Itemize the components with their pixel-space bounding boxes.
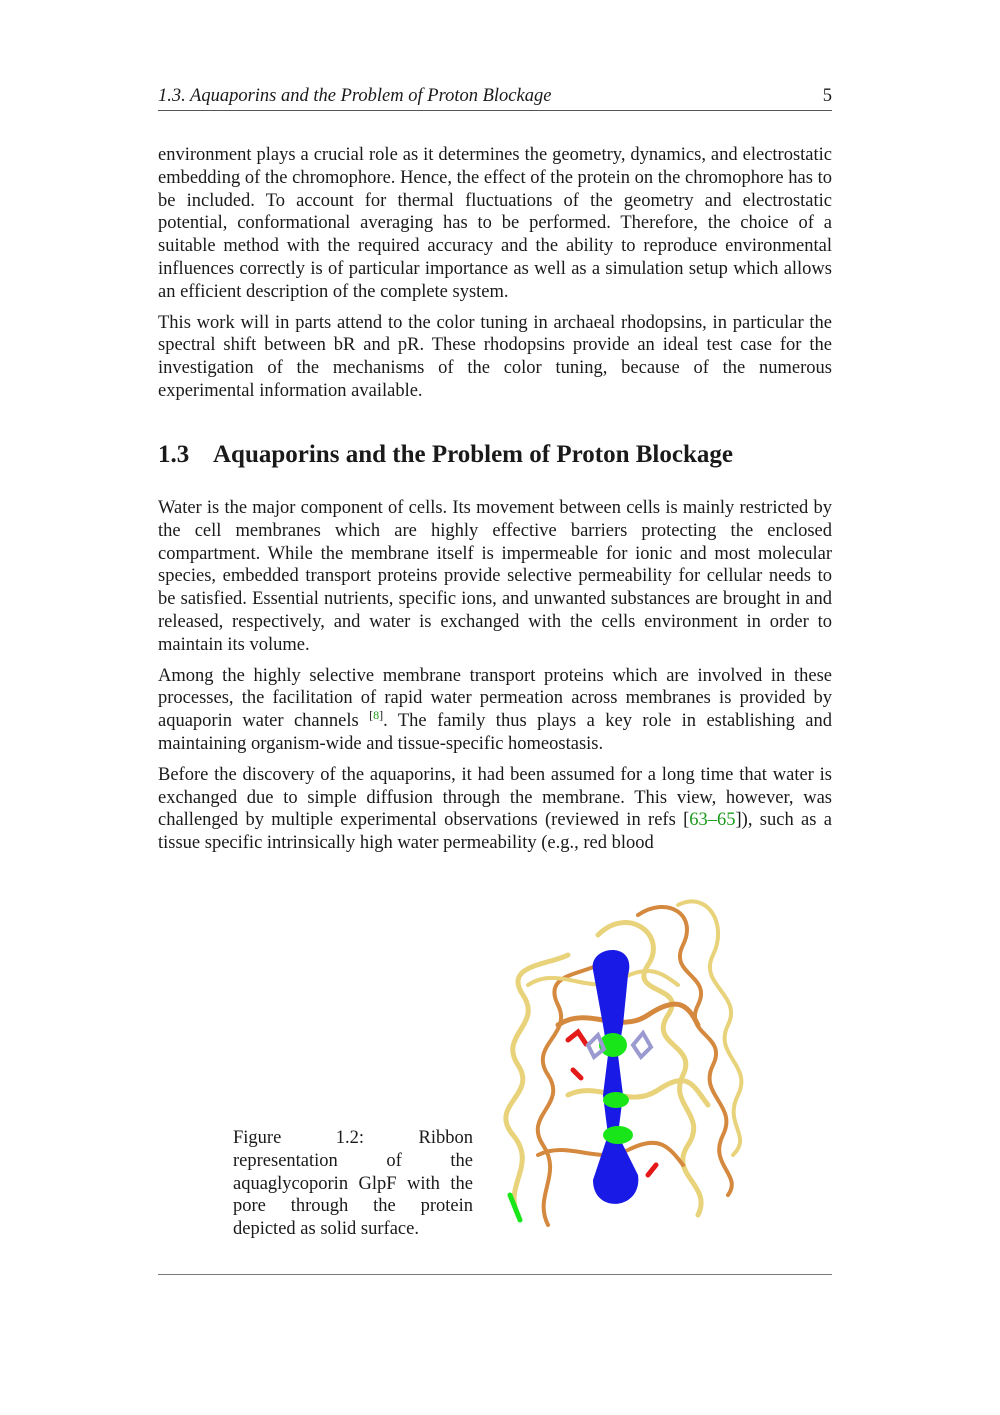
paragraph xyxy=(158,764,832,855)
citation-bracket: [ xyxy=(369,708,374,723)
citation xyxy=(369,708,383,722)
paragraph: environment plays a crucial role as it determines the geometry, dynamics, and electrostatic embedding of the chromophore. Hence, the effect of the protein on the chromophore has to be included. To account for thermal fluctuations of the geometry and electrostatic potential, conformational averaging has to be performed. Therefore, the choice of a suitable method with the required accuracy and the ability to reproduce environmental influences correctly is of particular importance as well as a simulation setup which allows an efficient description of the complete system. xyxy=(158,145,832,302)
citation-link-65[interactable]: 65 xyxy=(717,810,736,831)
section-text xyxy=(158,497,832,863)
paragraph xyxy=(158,665,832,756)
citation-link-8[interactable]: 8 xyxy=(373,708,380,723)
page-number: 5 xyxy=(822,86,832,106)
protein-ribbon-illustration xyxy=(498,895,758,1235)
running-title: 1.3. Aquaporins and the Problem of Proton Blockage xyxy=(158,86,552,106)
figure-caption: Figure 1.2: Ribbon representation of the aquaglycoporin GlpF with the pore through the protein depicted as solid surface. xyxy=(233,1128,473,1240)
citation-link-63[interactable]: 63 xyxy=(689,810,708,831)
footer-rule xyxy=(158,1274,832,1275)
figure-1-2 xyxy=(158,895,832,1245)
running-header xyxy=(158,86,832,111)
text-span: Among the highly selective membrane transport proteins which are involved in these processes, the facilitation of rapid water permeation across membranes is provided by aquaporin water channels xyxy=(158,665,832,732)
section-heading xyxy=(158,441,832,469)
citation-dash[interactable]: – xyxy=(707,810,718,831)
section-title: Aquaporins and the Problem of Proton Blockage xyxy=(213,441,733,468)
text-span: ]), such as a tissue specific intrinsically high water permeability (e.g., red blood xyxy=(158,810,832,854)
citation-bracket: ] xyxy=(379,708,384,723)
section-number: 1.3 xyxy=(158,441,190,468)
paragraph: This work will in parts attend to the color tuning in archaeal rhodopsins, in particular the spectral shift between bR and pR. These rhodopsins provide an ideal test case for the investigation of the mechanisms of the color tuning, because of the numerous experimental information available. xyxy=(158,312,832,401)
intro-text xyxy=(158,144,832,411)
text-span: . The family thus plays a key role in establishing and maintaining organism-wide and tissue-specific homeostasis. xyxy=(158,711,832,754)
text-span: Before the discovery of the aquaporins, it had been assumed for a long time that water is exchanged due to simple diffusion through the membrane. This view, however, was challenged by multiple experimental observations (reviewed in refs [ xyxy=(158,764,832,831)
paragraph: Water is the major component of cells. Its movement between cells is mainly restricted by the cell membranes which are highly effective barriers protecting the enclosed compartment. While the membrane itself is impermeable for ionic and most molecular species, embedded transport proteins provide selective permeability for cellular needs to be satisfied. Essential nutrients, specific ions, and unwanted substances are brought in and released, respectively, and water is exchanged with the cells environment in order to maintain its volume. xyxy=(158,498,832,655)
